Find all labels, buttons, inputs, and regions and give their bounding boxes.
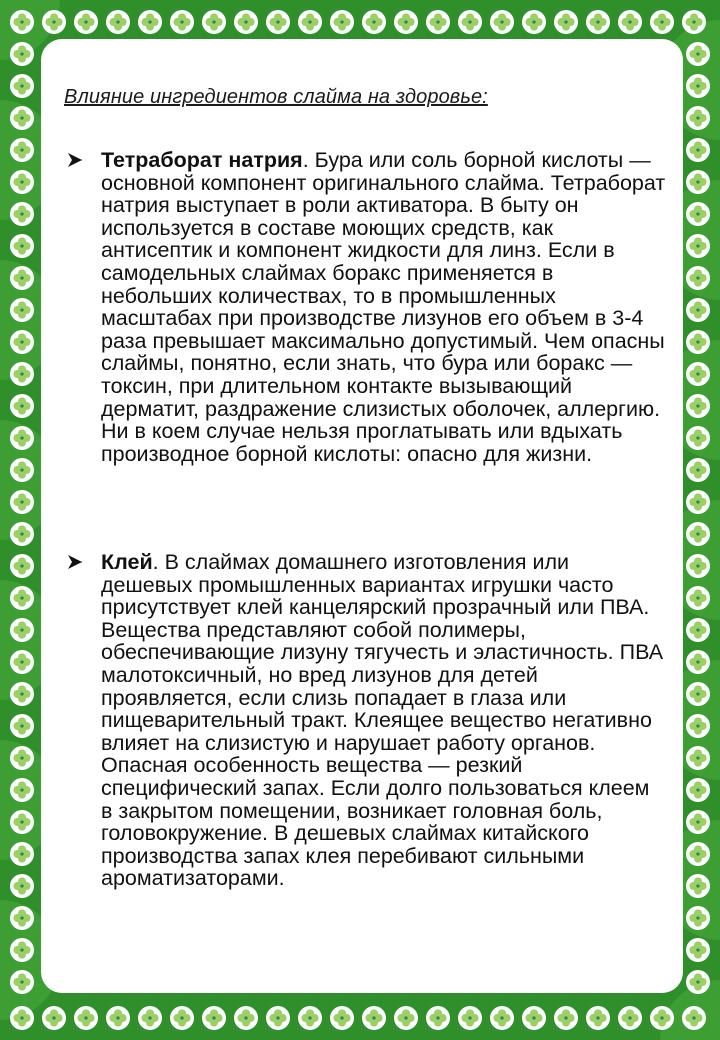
clover-ornament bbox=[10, 138, 34, 162]
clover-ornament bbox=[10, 810, 34, 834]
clover-ornament bbox=[686, 746, 710, 770]
clover-ornament bbox=[682, 10, 706, 34]
clover-ornament bbox=[458, 1006, 482, 1030]
clover-ornament bbox=[10, 74, 34, 98]
clover-ornament bbox=[10, 778, 34, 802]
clover-ornament bbox=[10, 906, 34, 930]
clover-ornament bbox=[10, 394, 34, 418]
clover-ornament bbox=[686, 170, 710, 194]
list-item-text bbox=[101, 551, 666, 890]
clover-ornament bbox=[10, 554, 34, 578]
clover-ornament bbox=[106, 1006, 130, 1030]
clover-ornament bbox=[330, 1006, 354, 1030]
clover-ornament bbox=[458, 10, 482, 34]
list-item-glue bbox=[66, 551, 666, 890]
clover-ornament bbox=[426, 10, 450, 34]
clover-ornament bbox=[10, 970, 34, 994]
clover-ornament bbox=[10, 650, 34, 674]
clover-ornament bbox=[686, 554, 710, 578]
clover-ornament bbox=[686, 970, 710, 994]
clover-ornament bbox=[686, 202, 710, 226]
clover-ornament bbox=[10, 842, 34, 866]
clover-ornament bbox=[10, 202, 34, 226]
clover-ornament bbox=[10, 746, 34, 770]
clover-ornament bbox=[10, 874, 34, 898]
clover-ornament bbox=[686, 138, 710, 162]
clover-ornament bbox=[686, 618, 710, 642]
clover-ornament bbox=[686, 74, 710, 98]
clover-ornament bbox=[10, 682, 34, 706]
clover-ornament bbox=[686, 106, 710, 130]
clover-ornament bbox=[234, 10, 258, 34]
list-item-term: Тетраборат натрия bbox=[101, 148, 303, 172]
clover-ornament bbox=[686, 650, 710, 674]
clover-ornament bbox=[106, 10, 130, 34]
clover-ornament bbox=[686, 874, 710, 898]
clover-ornament bbox=[686, 458, 710, 482]
clover-ornament bbox=[394, 1006, 418, 1030]
clover-ornament bbox=[426, 1006, 450, 1030]
clover-ornament bbox=[686, 778, 710, 802]
clover-ornament bbox=[686, 42, 710, 66]
clover-ornament bbox=[362, 1006, 386, 1030]
clover-ornament bbox=[138, 1006, 162, 1030]
clover-ornament bbox=[490, 10, 514, 34]
clover-ornament bbox=[10, 298, 34, 322]
clover-ornament bbox=[522, 1006, 546, 1030]
clover-ornament bbox=[10, 714, 34, 738]
clover-ornament bbox=[10, 458, 34, 482]
clover-ornament bbox=[686, 842, 710, 866]
list-item-sodium-tetraborate bbox=[66, 149, 666, 465]
clover-ornament bbox=[10, 426, 34, 450]
clover-ornament bbox=[554, 1006, 578, 1030]
clover-ornament bbox=[298, 1006, 322, 1030]
clover-ornament bbox=[202, 1006, 226, 1030]
clover-ornament bbox=[10, 522, 34, 546]
clover-ornament bbox=[10, 330, 34, 354]
clover-ornament bbox=[490, 1006, 514, 1030]
clover-ornament bbox=[686, 810, 710, 834]
clover-ornament bbox=[266, 1006, 290, 1030]
clover-ornament bbox=[686, 394, 710, 418]
clover-ornament bbox=[686, 522, 710, 546]
clover-ornament bbox=[686, 362, 710, 386]
clover-ornament bbox=[522, 10, 546, 34]
clover-ornament bbox=[42, 10, 66, 34]
arrowhead-bullet-icon bbox=[66, 553, 84, 571]
clover-ornament bbox=[202, 10, 226, 34]
clover-ornament bbox=[686, 586, 710, 610]
clover-ornament bbox=[554, 10, 578, 34]
clover-ornament bbox=[650, 1006, 674, 1030]
list-item-body: . Бура или соль борной кислоты — основной компонент оригинального слайма. Тетраборат натрия выступает в роли активатора. В быту он используется в составе моющих средств, как антисептик и компонент жидкости для линз. Если в самодельных слаймах боракс применяется в небольших количествах, то в промышленных масштабах при производстве лизунов его объем в 3-4 раза превышает максимально допустимый. Чем опасны слаймы, понятно, если знать, что бура или боракс — токсин, при длительном контакте вызывающий дерматит, раздражение слизистых оболочек, аллергию. Ни в коем случае нельзя проглатывать или вдыхать производное борной кислоты: опасно для жизни. bbox=[101, 148, 666, 466]
clover-ornament bbox=[266, 10, 290, 34]
clover-ornament bbox=[10, 266, 34, 290]
clover-ornament bbox=[330, 10, 354, 34]
clover-ornament bbox=[362, 10, 386, 34]
clover-ornament bbox=[234, 1006, 258, 1030]
clover-ornament bbox=[686, 298, 710, 322]
clover-ornament bbox=[10, 618, 34, 642]
clover-ornament bbox=[10, 106, 34, 130]
list-item-body: . В слаймах домашнего изготовления или дешевых промышленных вариантах игрушки часто присутствует клей канцелярский прозрачный или ПВА. Вещества представляют собой полимеры, обеспечивающие лизуну тягучесть и эластичность. ПВА малотоксичный, но вред лизунов для детей проявляется, если слизь попадает в глаза или пищеварительный тракт. Клеящее вещество негативно влияет на слизистую и нарушает работу органов. Опасная особенность вещества — резкий специфический запах. Если долго пользоваться клеем в закрытом помещении, возникает головная боль, головокружение. В дешевых слаймах китайского производства запах клея перебивают сильными ароматизаторами. bbox=[101, 550, 664, 891]
clover-ornament bbox=[10, 42, 34, 66]
clover-ornament bbox=[170, 1006, 194, 1030]
clover-ornament bbox=[74, 1006, 98, 1030]
clover-ornament bbox=[10, 362, 34, 386]
clover-ornament bbox=[74, 10, 98, 34]
clover-ornament bbox=[686, 266, 710, 290]
clover-ornament bbox=[10, 234, 34, 258]
clover-ornament bbox=[10, 490, 34, 514]
clover-ornament bbox=[686, 234, 710, 258]
clover-ornament bbox=[10, 586, 34, 610]
clover-ornament bbox=[586, 1006, 610, 1030]
document-page bbox=[44, 42, 680, 990]
clover-ornament bbox=[686, 490, 710, 514]
clover-ornament bbox=[394, 10, 418, 34]
clover-ornament bbox=[618, 10, 642, 34]
clover-ornament bbox=[170, 10, 194, 34]
clover-ornament bbox=[586, 10, 610, 34]
clover-ornament bbox=[650, 10, 674, 34]
clover-ornament bbox=[686, 682, 710, 706]
clover-ornament bbox=[618, 1006, 642, 1030]
clover-ornament bbox=[686, 906, 710, 930]
clover-ornament bbox=[298, 10, 322, 34]
clover-ornament bbox=[10, 1006, 34, 1030]
clover-ornament bbox=[138, 10, 162, 34]
clover-ornament bbox=[686, 714, 710, 738]
clover-ornament bbox=[686, 426, 710, 450]
document-title: Влияние ингредиентов слайма на здоровье: bbox=[64, 86, 488, 108]
clover-ornament bbox=[10, 938, 34, 962]
arrowhead-bullet-icon bbox=[66, 151, 84, 169]
list-item-term: Клей bbox=[101, 550, 153, 574]
clover-ornament bbox=[686, 330, 710, 354]
clover-ornament bbox=[10, 10, 34, 34]
list-item-text bbox=[101, 149, 666, 465]
clover-ornament bbox=[686, 938, 710, 962]
clover-ornament bbox=[42, 1006, 66, 1030]
clover-ornament bbox=[682, 1006, 706, 1030]
clover-ornament bbox=[10, 170, 34, 194]
